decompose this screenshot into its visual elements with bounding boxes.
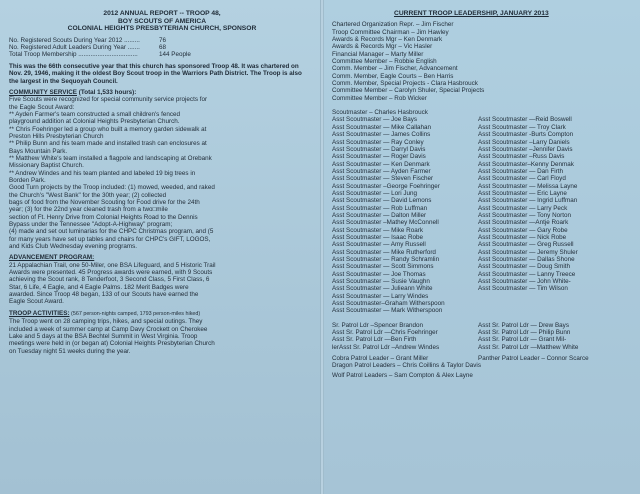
assistant-line: Asst Scoutmaster — Dalton Miller (332, 211, 427, 219)
assistant-line: Asst Scoutmaster — Randy Schramlin (332, 256, 440, 263)
assistant-line: Asst Scoutmaster — Carl Floyd (478, 175, 566, 183)
right-page (322, 0, 640, 494)
assistant-line: Asst Scoutmaster — Tim Wilson (478, 285, 568, 293)
community-line: (4) made and set out luminarias for the CHPC Christmas program, and (5 (9, 228, 214, 236)
patrol-line: Sr. Patrol Ldr –Spencer Brandon (332, 321, 424, 329)
activities-heading-text: TROOP ACTIVITIES: (9, 309, 70, 317)
patrol-line: Asst Sr. Patrol Ldr — Philip Bunn (478, 329, 571, 337)
officer-line: Awards & Records Mgr – Ken Denmark (332, 36, 443, 44)
assistant-line: Asst Scoutmaster — Mike Roark (332, 226, 423, 234)
activities-line: included a week of summer camp at Camp Davy Crockett on Cherokee (9, 325, 208, 333)
community-line: Preston Hills Presbyterian Church (9, 132, 104, 140)
stat-value: 68 (159, 44, 167, 52)
community-line: Five Scouts were recognized for special community service projects for (9, 96, 208, 104)
dragon-patrol-line: Dragon Patrol Leaders – Chris Coillins & Taylor Davis (332, 362, 481, 370)
assistant-line: Asst Scoutmaster — Mark Witherspoon (332, 307, 443, 315)
advancement-line: awarded. Since Troop 48 began, 133 of our Scouts have earned the (9, 291, 199, 299)
assistant-line: Asst Scoutmaster — Amy Russell (332, 241, 426, 249)
officer-line: Committee Member – Carolyn Shuler, Special Projects (332, 87, 485, 95)
assistant-line: Asst Scoutmaster — Dallas Shone (478, 256, 575, 263)
advancement-line: achieving the Scout rank, 8 Tenderfoot, 3 Second Class, 5 First Class, 6 (9, 276, 210, 284)
panther-patrol-line: Panther Patrol Leader – Connor Scarce (478, 355, 589, 363)
assistant-line: Asst Scoutmaster — Roger Davis (332, 153, 426, 161)
assistant-line: Asst Scoutmaster–Graham Witherspoon (332, 300, 445, 308)
assistant-line: Asst Scoutmaster–Kenny Denmak (478, 160, 574, 168)
stat-row (9, 44, 315, 51)
assistant-line: Asst Scoutmaster –George Foehringer (332, 182, 440, 190)
community-line: ** Ayden Farmer's team constructed a small children's fenced (9, 110, 180, 118)
assistant-line: Asst Scoutmaster —Antje Roark (478, 219, 569, 227)
activities-heading-note: (567 person-nights camped, 1793 person-miles hiked) (69, 310, 201, 317)
stat-row (9, 51, 315, 58)
assistant-line: Asst Scoutmaster –Russ Davis (478, 153, 565, 161)
assistant-line: Asst Scoutmaster — Jeremy Shuler (478, 248, 578, 256)
community-line: and Kids Club Wednesday evening programs. (9, 243, 137, 251)
leadership-column (332, 10, 634, 379)
assistant-line: Asst Scoutmaster — Tony Norton (478, 211, 571, 219)
patrol-list-right (478, 322, 634, 351)
assistant-line: Asst Scoutmaster — Lanny Treece (478, 270, 576, 278)
assistant-line: Asst Scoutmaster — Mike Callahan (332, 123, 432, 131)
intro-paragraph: This was the 66th consecutive year that this church has sponsored Troop 48. It was chartered on Nov. 29, 1946, making it the oldest Boy Scout troop in the Warriors Path District. The Troop is also the largest in the Sequoyah Council. (9, 62, 302, 85)
community-heading-text: COMMUNITY SERVICE (9, 88, 77, 96)
assistant-line: Asst Scoutmaster — James Collins (332, 131, 431, 139)
scoutmaster-line: Scoutmaster – Charles Hasbrouck (332, 109, 428, 117)
stat-value: 76 (159, 36, 167, 44)
assistant-line: Asst Scoutmaster — Darryl Davis (332, 145, 426, 153)
community-line: ** Andrew Windes and his team planted and labeled 19 big trees in (9, 169, 196, 177)
assistant-line: Asst Scoutmaster — Ken Denmark (332, 160, 430, 168)
community-line: bags of food from the November Scouting for Food drive for the 24th (9, 199, 200, 206)
community-service-heading (9, 89, 315, 96)
patrol-line: Asst Sr. Patrol Ldr —Matthew White (478, 343, 579, 351)
assistant-line: Asst Scoutmaster –Larry Daniels (478, 138, 570, 146)
assistant-list-left (332, 116, 478, 314)
assistant-line: Asst Scoutmaster — Eric Layne (478, 189, 567, 197)
patrol-line: Asst Sr. Patrol Ldr — Drew Bays (478, 321, 569, 329)
community-line: Good Turn projects by the Troop included: (1) mowed, weeded, and raked (9, 184, 215, 192)
patrol-line: lerAsst Sr. Patrol Ldr –Andrew Windes (332, 343, 440, 351)
officer-line: Chartered Organization Repr. – Jim Fischer (332, 21, 454, 29)
cobra-patrol-line: Cobra Patrol Leader – Grant Miller (332, 355, 429, 363)
wolf-patrol-line: Wolf Patrol Leaders – Sam Compton & Alex Layne (332, 371, 473, 379)
assistant-line: Asst Scoutmaster — Joe Thomas (332, 270, 426, 278)
activities-line: Lake and 5 days at the BSA Bechtel Summit in West Virginia. Troop (9, 332, 198, 340)
patrol-leaders (332, 322, 634, 351)
assistant-line: Asst Scoutmaster —Reid Boswell (478, 116, 572, 124)
assistant-line: Asst Scoutmaster — Greg Russell (478, 241, 574, 249)
officer-line: Comm. Member, Eagle Courts – Ben Harris (332, 72, 454, 80)
advancement-heading: ADVANCEMENT PROGRAM: (9, 254, 95, 262)
assistant-line: Asst Scoutmaster — Nick Robe (478, 233, 567, 241)
activities-line: on Tuesday night 51 weeks during the year. (9, 347, 131, 355)
officer-line: Committee Member – Robbie English (332, 58, 437, 66)
assistant-line: Asst Scoutmaster — Melissa Layne (478, 182, 578, 190)
stat-label: No. Registered Adult Leaders During Year ....... (9, 44, 140, 52)
assistant-line: Asst Scoutmaster — David Lemons (332, 197, 432, 205)
officer-line: Comm. Member – Jim Fischer, Advancement (332, 65, 458, 73)
advancement-line: Eagle Scout Award. (9, 298, 64, 306)
officer-line: Committee Member – Rob Wicker (332, 94, 427, 102)
assistant-line: Asst Scoutmaster — Lori Jung (332, 189, 418, 197)
assistant-line: Asst Scoutmaster — Joe Bays (332, 116, 418, 124)
community-line: the Church's "West Bank" for the 30th year; (2) collected (9, 191, 167, 199)
assistant-list-right (478, 116, 634, 314)
assistant-line: Asst Scoutmaster — John White- (478, 278, 571, 286)
community-line: section of Ft. Henry Drive from Colonial Heights Road to the Dennis (9, 213, 198, 221)
advancement-line: 21 Appalachian Trail, one 50-Miler, one BSA Lifeguard, and 5 Historic Trail (9, 261, 216, 269)
officer-line: Troop Committee Chairman – Jim Hawley (332, 28, 449, 36)
community-line: Bypass under the Tennessee "Adopt-A-Highway" program; (9, 221, 173, 229)
assistant-scoutmasters (332, 116, 634, 314)
page-fold (320, 0, 324, 494)
report-title-3: COLONIAL HEIGHTS PRESBYTERIAN CHURCH, SPONSOR (67, 25, 257, 33)
officer-line: Comm. Member, Special Projects - Clara Hasbrouck (332, 80, 478, 88)
assistant-line: Asst Scoutmaster — Doug Smith (478, 263, 571, 271)
stat-label: No. Registered Scouts During Year 2012 ......... (9, 36, 140, 44)
stat-label: Total Troop Membership .................................. (9, 51, 138, 59)
annual-report-column (9, 10, 315, 355)
assistant-line: Asst Scoutmaster — Gary Robe (478, 226, 568, 234)
assistant-line: Asst Scoutmaster — Ingrid Luffman (478, 197, 578, 205)
assistant-line: Asst Scoutmaster — Mike Rutherford (332, 248, 436, 256)
leadership-title: CURRENT TROOP LEADERSHIP, JANUARY 2013 (394, 10, 549, 17)
assistant-line: Asst Scoutmaster -Burts Compton (478, 131, 574, 139)
community-line: ** Chris Foehringer led a group who built a memory garden sidewalk at (9, 125, 207, 133)
assistant-line: Asst Scoutmaster — Scott Simmons (332, 263, 434, 271)
community-line: ** Matthew White's team installed a flagpole and landscaping at Orebank (9, 154, 212, 162)
officer-line: Awards & Records Mgr – Vic Hasler (332, 43, 433, 51)
community-line: the Eagle Scout Award: (9, 103, 75, 111)
community-line: playground addition at Colonial Heights Presbyterian Church. (9, 118, 180, 126)
community-line: Bays Mountain Park. (9, 147, 68, 155)
assistant-line: Asst Scoutmaster — Larry Peck (478, 204, 568, 212)
report-title-2: BOY SCOUTS OF AMERICA (117, 17, 207, 25)
community-line: Missionary Baptist Church. (9, 162, 84, 170)
advancement-line: Awards were presented. 45 Progress awards were earned, with 9 Scouts (9, 269, 213, 277)
assistant-line: Asst Scoutmaster –Mathey McConnell (332, 219, 439, 227)
stat-row (9, 37, 315, 44)
assistant-line: Asst Scoutmaster — Ray Conley (332, 138, 424, 146)
assistant-line: Asst Scoutmaster — Rob Luffman (332, 204, 428, 212)
assistant-line: Asst Scoutmaster — Ayden Farmer (332, 167, 431, 175)
assistant-line: Asst Scoutmaster — Steven Fischer (332, 175, 434, 183)
stat-value: 144 People (159, 51, 191, 59)
patrol-line: Asst Sr. Patrol Ldr —Ben Firth (332, 336, 417, 344)
patrol-line: Asst Sr. Patrol Ldr — Grant Mil- (478, 336, 567, 344)
advancement-line: Star, 6 Life, 4 Eagle, and 4 Eagle Palms. 182 Merit Badges were (9, 283, 189, 291)
assistant-line: Asst Scoutmaster — Julieann White (332, 285, 433, 293)
assistant-line: Asst Scoutmaster –Jennifer Davis (478, 145, 573, 153)
assistant-line: Asst Scoutmaster — Larry Windes (332, 292, 429, 300)
patrol-list-left (332, 322, 478, 351)
activities-line: The Troop went on 28 camping trips, hikes, and special outings. They (9, 318, 203, 326)
community-line: ** Philip Bunn and his team made and installed trash can enclosures at (9, 140, 207, 148)
assistant-line: Asst Scoutmaster — Troy Clark (478, 123, 566, 131)
community-line: year; (3) for the 22nd year cleaned trash from a two□mile (9, 206, 168, 214)
community-line: Borden Park. (9, 176, 46, 184)
activities-heading (9, 310, 315, 318)
cobra-panther-row (332, 355, 634, 362)
activities-line: meetings were held in (or began at) Colonial Heights Presbyterian Church (9, 340, 215, 348)
community-line: for many years have set up tables and chairs for CHPC's GIFT, LOGOS, (9, 235, 211, 243)
officer-line: Financial Manager – Marty Miller (332, 50, 424, 58)
community-heading-note: (Total 1,533 hours): (77, 88, 137, 96)
report-title-1: 2012 ANNUAL REPORT -- TROOP 48, (103, 10, 221, 17)
assistant-line: Asst Scoutmaster — Dan Firth (478, 167, 564, 175)
assistant-line: Asst Scoutmaster — Isaac Robe (332, 233, 423, 241)
patrol-line: Asst Sr. Patrol Ldr —Chris Foehringer (332, 329, 438, 337)
assistant-line: Asst Scoutmaster — Susie Vaughn (332, 278, 430, 286)
